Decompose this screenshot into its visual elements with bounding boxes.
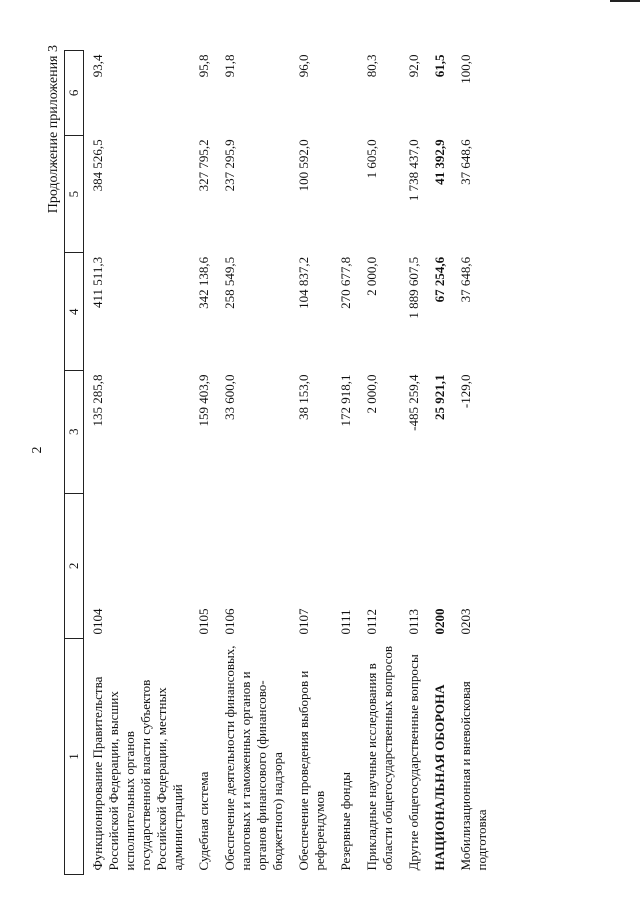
row-value-5: 37 648,6 [458,139,473,185]
col-header-4: 4 [65,253,84,371]
row-name: Резервные фонды [338,772,353,871]
row-value-5: 237 295,9 [222,139,237,192]
table-row [452,51,494,875]
row-value-5: 384 526,5 [90,139,105,192]
col-header-6: 6 [65,51,84,136]
row-value-6: 96,0 [296,54,311,78]
row-code: 0200 [432,608,447,635]
row-value-6: 92,0 [406,54,421,78]
table-row-section [426,51,452,875]
row-value-4: 258 549,5 [222,256,237,309]
row-name: Обеспечение деятельности финансовых, налоговых и таможенных органов и органов финансового (финансово-бюджетного) надзора [222,645,285,871]
row-name: Функционирование Правительства Российской Федерации, высших исполнительных органов государственной власти субъектов Российской Федерации, местных администраций [90,676,185,871]
row-value-6 [332,51,358,136]
table-caption: Продолжение приложения 3 [46,45,61,214]
col-header-5: 5 [65,135,84,253]
row-code: 0104 [90,608,105,635]
row-value-4: 104 837,2 [296,256,311,309]
table-row [290,51,332,875]
row-code: 0112 [364,609,379,635]
row-code: 0106 [222,608,237,635]
row-code: 0203 [458,608,473,635]
row-name: Мобилизационная и вневойсковая подготовка [458,681,489,871]
table-row [358,51,400,875]
row-code: 0107 [296,608,311,635]
row-value-3: 25 921,1 [432,374,447,421]
col-header-1: 1 [65,639,84,875]
row-name: НАЦИОНАЛЬНАЯ ОБОРОНА [432,684,447,871]
row-value-5: 100 592,0 [296,139,311,192]
col-header-2: 2 [65,493,84,638]
table-row [332,51,358,875]
row-value-3: -129,0 [458,374,473,409]
row-value-3: 38 153,0 [296,374,311,421]
row-value-4: 2 000,0 [364,256,379,296]
table-row [400,51,426,875]
row-value-3: -485 259,4 [406,374,421,431]
row-value-5: 41 392,9 [432,139,447,185]
row-value-6: 95,8 [196,54,211,78]
row-value-4: 342 138,6 [196,256,211,309]
row-value-4: 1 889 607,5 [406,256,421,319]
row-value-4: 270 677,8 [338,256,353,309]
row-value-5: 1 738 437,0 [406,139,421,202]
budget-table [64,50,494,875]
row-value-3: 159 403,9 [196,374,211,427]
row-value-5: 1 605,0 [364,139,379,179]
col-header-3: 3 [65,371,84,494]
row-value-3: 172 918,1 [338,374,353,427]
row-code: 0111 [338,609,353,635]
row-value-5 [332,135,358,253]
row-value-6: 61,5 [432,54,447,78]
row-code: 0105 [196,608,211,635]
row-value-6: 91,8 [222,54,237,78]
row-name: Судебная система [196,771,211,871]
row-value-6: 93,4 [90,54,105,78]
row-value-3: 2 000,0 [364,374,379,414]
table-row [216,51,290,875]
table-row [190,51,216,875]
table-row [84,51,191,875]
row-value-6: 80,3 [364,54,379,78]
row-name: Прикладные научные исследования в области общегосударственных вопросов [364,645,395,871]
row-value-4: 37 648,6 [458,256,473,303]
row-name: Обеспечение проведения выборов и референдумов [296,670,327,871]
row-value-4: 411 511,3 [90,256,105,308]
row-value-4: 67 254,6 [432,256,447,303]
row-code: 0113 [406,609,421,635]
header-row [65,51,84,875]
row-name: Другие общегосударственные вопросы [406,654,421,871]
row-value-6: 100,0 [458,54,473,84]
row-value-3: 135 285,8 [90,374,105,427]
row-value-3: 33 600,0 [222,374,237,421]
page-number: 2 [30,446,45,454]
row-value-5: 327 795,2 [196,139,211,192]
